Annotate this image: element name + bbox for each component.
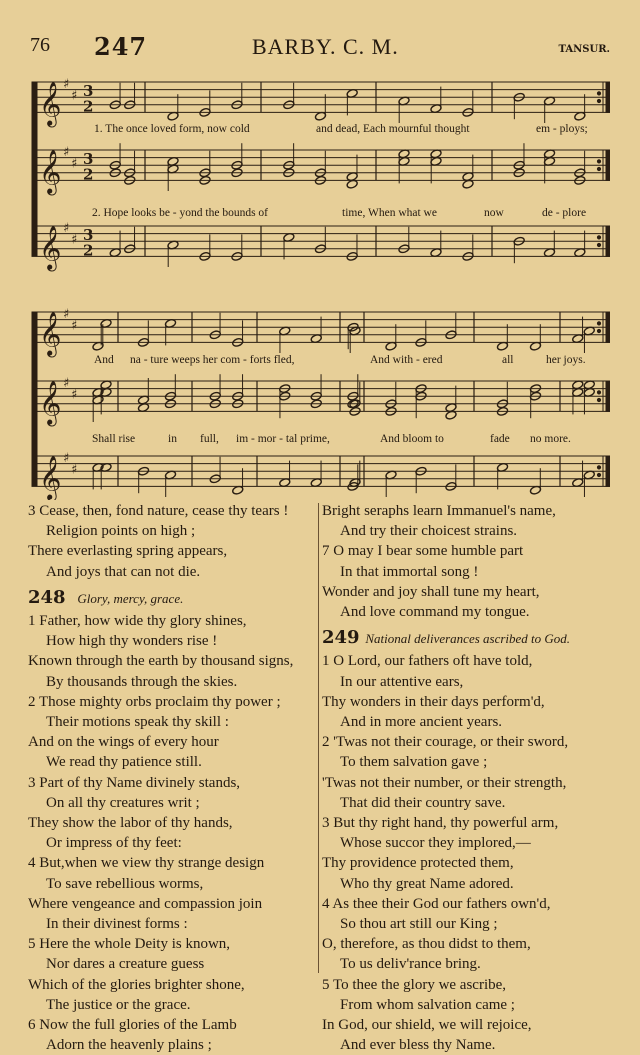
lyric-s1-l1-c: em - ploys; xyxy=(536,123,588,135)
verse-line: And ever bless thy Name. xyxy=(340,1037,496,1054)
sharp-icon: ♯ xyxy=(71,232,78,248)
verse-line: 3 Part of thy Name divinely stands, xyxy=(28,774,241,791)
verse-line: In their divinest forms : xyxy=(46,916,188,933)
lyric-s2-l1-c: And with - ered xyxy=(370,354,443,366)
sharp-icon: ♯ xyxy=(63,145,70,160)
composer-name: TANSUR. xyxy=(558,44,610,55)
verse-line: We read thy patience still. xyxy=(46,754,202,771)
verse-line: That did their country save. xyxy=(340,794,506,811)
tune-title: BARBY. C. M. xyxy=(252,34,399,59)
verse-line: And joys that can not die. xyxy=(46,563,201,580)
hymn-248-verses xyxy=(28,611,316,1055)
verse-line: Or impress of thy feet: xyxy=(46,835,182,852)
verse-line: Bright seraphs learn Immanuel's name, xyxy=(322,503,556,519)
lyric-s1-l1-b: and dead, Each mournful thought xyxy=(316,123,470,135)
system-bracket xyxy=(32,312,36,486)
verse-line: 7 O may I bear some humble part xyxy=(322,543,524,560)
verse-line: And love command my tongue. xyxy=(340,604,530,621)
verse-line: To save rebellious worms, xyxy=(46,875,204,892)
time-signature-bottom: 2 xyxy=(83,241,94,260)
verse-line: O, therefore, as thou didst to them, xyxy=(322,936,531,953)
treble-clef-icon: 𝄞 xyxy=(39,455,62,500)
lyric-s1-l2-d: de - plore xyxy=(542,207,587,219)
staff-lines xyxy=(36,82,610,486)
right-text-column xyxy=(322,501,622,1055)
sharp-icon: ♯ xyxy=(71,462,78,478)
sharp-icon: ♯ xyxy=(63,77,70,92)
sharp-icon: ♯ xyxy=(63,376,70,391)
final-bar-line xyxy=(606,82,610,112)
verse-line: Wonder and joy shall tune my heart, xyxy=(322,583,540,600)
repeat-dot xyxy=(597,99,600,102)
clefs-and-signatures xyxy=(39,77,93,500)
verse-line: The justice or the grace. xyxy=(46,996,191,1013)
repeat-dot xyxy=(597,92,600,95)
verse-line: 4 As thee their God our fathers own'd, xyxy=(322,895,551,912)
verse-line: 3 But thy right hand, thy powerful arm, xyxy=(322,815,559,832)
verse-line: 5 Here the whole Deity is known, xyxy=(28,936,231,953)
hymn-248-heading xyxy=(28,588,316,609)
verse-line: Which of the glories brighter shone, xyxy=(28,976,245,993)
column-divider xyxy=(318,503,319,973)
system-bracket xyxy=(32,82,36,256)
lyric-s2-l1-e: her joys. xyxy=(546,354,586,366)
treble-clef-icon: 𝄞 xyxy=(39,81,62,126)
repeat-dot xyxy=(597,391,600,394)
bar-lines xyxy=(32,82,610,486)
hymn-number: 247 xyxy=(94,32,148,61)
verse-line: And on the wings of every hour xyxy=(28,734,219,751)
lyric-s2-l2-a: Shall rise xyxy=(92,433,136,445)
hymn-249-verses xyxy=(322,651,622,1055)
treble-clef-icon: 𝄞 xyxy=(39,311,62,356)
verse-line: Adorn the heavenly plains ; xyxy=(46,1037,212,1054)
verse-line: By thousands through the skies. xyxy=(46,673,238,690)
verse-line: Where vengeance and compassion join xyxy=(28,895,263,912)
sharp-icon: ♯ xyxy=(63,307,70,322)
verse-line: How high thy wonders rise ! xyxy=(46,633,218,650)
verse-line: Nor dares a creature guess xyxy=(46,956,205,973)
verse-line: They show the labor of thy hands, xyxy=(28,815,233,832)
time-signature-top: 3 xyxy=(83,150,94,169)
verse-line: Whose succor they implored,— xyxy=(340,835,531,852)
verse-line: And try their choicest strains. xyxy=(340,523,518,540)
repeat-dot xyxy=(597,473,600,476)
verse-line: 6 Now the full glories of the Lamb xyxy=(28,1017,237,1034)
verse-line: From whom salvation came ; xyxy=(340,996,515,1013)
time-signature-bottom: 2 xyxy=(83,165,94,184)
hymn-249-subtitle: National deliverances ascribed to God. xyxy=(365,631,571,647)
music-score xyxy=(0,0,640,500)
verse-line: To us deliv'rance bring. xyxy=(340,956,481,973)
page-number: 76 xyxy=(30,34,50,56)
sharp-icon: ♯ xyxy=(71,156,78,172)
final-bar-line xyxy=(606,150,610,180)
verse-line: So thou art still our King ; xyxy=(340,916,498,933)
lyric-s2-l2-d: im - mor - tal prime, xyxy=(236,433,330,445)
lyric-s2-l2-g: no more. xyxy=(530,433,571,445)
hymn-248-number: 248 xyxy=(28,586,66,608)
sharp-icon: ♯ xyxy=(71,88,78,104)
lyric-s1-l1-a: 1. The once loved form, now cold xyxy=(94,123,250,135)
lyric-s2-l2-f: fade xyxy=(490,433,510,445)
verse-line: Thy wonders in their days perform'd, xyxy=(322,693,545,710)
repeat-dot xyxy=(597,243,600,246)
verse-line: 3 Cease, then, fond nature, cease thy tears ! xyxy=(28,503,289,519)
final-bar-line xyxy=(606,381,610,411)
verse-line: In our attentive ears, xyxy=(340,673,464,690)
final-bar-line xyxy=(606,226,610,256)
repeat-dot xyxy=(597,398,600,401)
sharp-icon: ♯ xyxy=(63,221,70,236)
verse-line: Known through the earth by thousand signs, xyxy=(28,653,294,670)
lyric-s2-l1-d: all xyxy=(502,354,514,366)
verse-line: 2 Those mighty orbs proclaim thy power ; xyxy=(28,693,281,710)
hymn-248-subtitle: Glory, mercy, grace. xyxy=(77,590,184,606)
time-signature-bottom: 2 xyxy=(83,97,94,116)
verse-line: 1 O Lord, our fathers oft have told, xyxy=(322,653,533,670)
verse-line: 5 To thee the glory we ascribe, xyxy=(322,976,507,993)
verse-line: Religion points on high ; xyxy=(46,523,196,540)
verse-line: To them salvation gave ; xyxy=(340,754,488,771)
lyric-s2-l2-e: And bloom to xyxy=(380,433,444,445)
verse-line: There everlasting spring appears, xyxy=(28,543,228,560)
verse-line: Thy providence protected them, xyxy=(322,855,514,872)
treble-clef-icon: 𝄞 xyxy=(39,380,62,425)
verse-line: 'Twas not their number, or their strength, xyxy=(322,774,567,791)
verse-line: In God, our shield, we will rejoice, xyxy=(322,1017,532,1034)
verse-line: 2 'Twas not their courage, or their sword, xyxy=(322,734,569,751)
time-signature-top: 3 xyxy=(83,226,94,245)
verse-line: 4 But,when we view thy strange design xyxy=(28,855,265,872)
sharp-icon: ♯ xyxy=(71,318,78,334)
sharp-icon: ♯ xyxy=(71,387,78,403)
treble-clef-icon: 𝄞 xyxy=(39,149,62,194)
verse-line: On all thy creatures writ ; xyxy=(46,794,200,811)
lyric-s1-l2-b: time, When what we xyxy=(342,207,437,219)
hymn-249-number: 249 xyxy=(322,627,360,649)
verse-line: Their motions speak thy skill : xyxy=(46,714,229,731)
hymn-249-heading xyxy=(322,628,622,649)
verse-line: Who thy great Name adored. xyxy=(340,875,514,892)
repeat-dot xyxy=(597,466,600,469)
repeat-dot xyxy=(597,160,600,163)
lyric-s1-l2-c: now xyxy=(484,207,504,219)
repeat-dot xyxy=(597,167,600,170)
left-text-column xyxy=(28,501,316,1055)
sharp-icon: ♯ xyxy=(63,451,70,466)
lyric-s2-l1-b: na - ture weeps her com - forts fled, xyxy=(130,354,295,366)
verse-line: And in more ancient years. xyxy=(340,714,503,731)
final-bar-line xyxy=(606,456,610,486)
lyric-s2-l1-a: And xyxy=(94,354,114,366)
time-signature-top: 3 xyxy=(83,82,94,101)
treble-clef-icon: 𝄞 xyxy=(39,225,62,270)
repeat-dot xyxy=(597,322,600,325)
lyric-s2-l2-c: full, xyxy=(200,433,219,445)
verse-line: 1 Father, how wide thy glory shines, xyxy=(28,613,247,630)
repeat-dot xyxy=(597,329,600,332)
lyric-s1-l2-a: 2. Hope looks be - yond the bounds of xyxy=(92,207,268,219)
repeat-dot xyxy=(597,236,600,239)
final-bar-line xyxy=(606,312,610,342)
verse-line: In that immortal song ! xyxy=(340,563,479,580)
lyric-s2-l2-b: in xyxy=(168,433,177,445)
